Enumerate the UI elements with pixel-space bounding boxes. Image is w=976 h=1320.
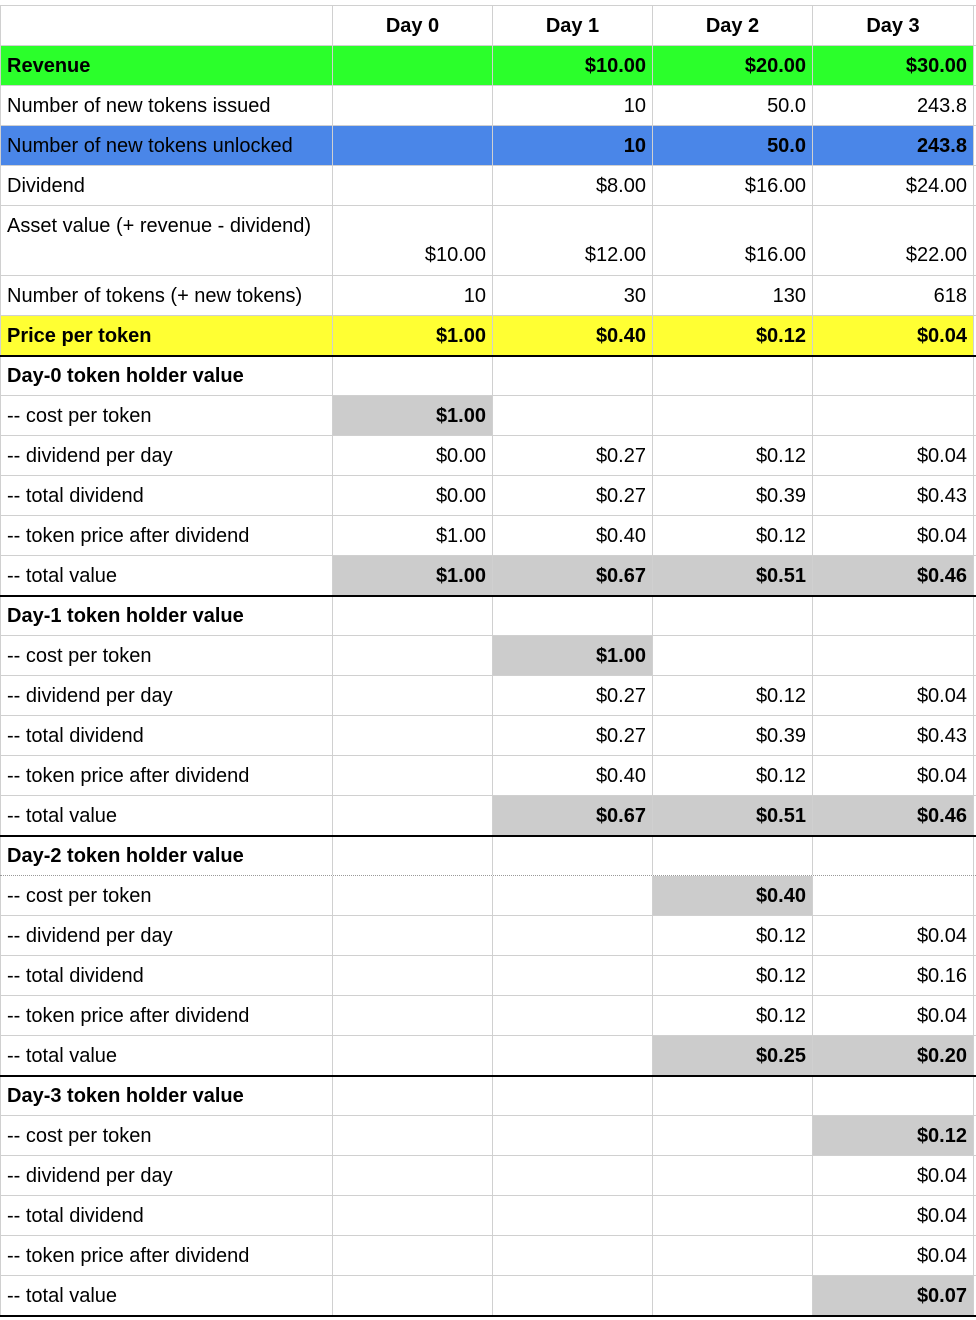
value-cell-day-1[interactable]: $12.00 — [493, 206, 653, 275]
value-cell-day-1[interactable] — [493, 396, 653, 435]
value-cell-day-0[interactable]: 10 — [333, 276, 493, 315]
value-cell-day-1[interactable] — [493, 916, 653, 955]
value-cell-day-3[interactable]: $24.00 — [813, 166, 974, 205]
value-cell-day-0[interactable] — [333, 1116, 493, 1155]
value-cell-day-1[interactable]: 10 — [493, 126, 653, 165]
value-cell-day-0[interactable] — [333, 166, 493, 205]
row-label-cell[interactable]: -- cost per token — [0, 876, 333, 915]
value-cell-day-0[interactable] — [333, 86, 493, 125]
value-cell-day-3[interactable]: $0.04 — [813, 676, 974, 715]
header-cell-day-0[interactable]: Day 0 — [333, 6, 493, 45]
table-row — [0, 915, 976, 955]
value-cell-day-3[interactable]: 618 — [813, 276, 974, 315]
value-cell-day-3[interactable]: $0.04 — [813, 1156, 974, 1195]
value-cell-day-2[interactable]: $0.25 — [653, 1036, 813, 1075]
value-cell-day-1[interactable] — [493, 956, 653, 995]
section-header-row — [0, 835, 976, 875]
header-cell-day-3[interactable]: Day 3 — [813, 6, 974, 45]
value-cell-day-2[interactable]: 50.0 — [653, 126, 813, 165]
value-cell-day-1[interactable]: $0.67 — [493, 556, 653, 595]
row-label-cell[interactable]: -- total dividend — [0, 956, 333, 995]
value-cell-day-3[interactable] — [813, 636, 974, 675]
table-row — [0, 555, 976, 595]
row-label-cell[interactable]: -- token price after dividend — [0, 996, 333, 1035]
value-cell-day-2[interactable]: $0.12 — [653, 756, 813, 795]
value-cell-day-3[interactable] — [813, 396, 974, 435]
value-cell-day-2[interactable]: $16.00 — [653, 206, 813, 275]
value-cell-day-2[interactable]: 130 — [653, 276, 813, 315]
value-cell-day-3[interactable]: $0.04 — [813, 996, 974, 1035]
table-row — [0, 435, 976, 475]
table-row — [0, 515, 976, 555]
table-row — [0, 1155, 976, 1195]
row-label-cell[interactable]: -- total dividend — [0, 716, 333, 755]
value-cell-day-0[interactable]: $1.00 — [333, 316, 493, 355]
value-cell-day-1[interactable] — [493, 1036, 653, 1075]
row-label-cell[interactable]: -- token price after dividend — [0, 756, 333, 795]
value-cell-day-2[interactable] — [653, 636, 813, 675]
value-cell-day-1[interactable]: $0.67 — [493, 796, 653, 835]
table-row — [0, 1115, 976, 1155]
value-cell-day-2[interactable]: $0.12 — [653, 676, 813, 715]
value-cell-day-2[interactable]: $0.40 — [653, 876, 813, 915]
value-cell-day-3[interactable]: $0.07 — [813, 1276, 974, 1315]
value-cell-day-2[interactable]: $0.39 — [653, 716, 813, 755]
value-cell-day-0[interactable] — [333, 716, 493, 755]
value-cell-day-3[interactable]: $0.43 — [813, 476, 974, 515]
table-row — [0, 875, 976, 915]
table-row — [0, 675, 976, 715]
row-label-cell[interactable]: -- cost per token — [0, 1116, 333, 1155]
value-cell-day-0[interactable] — [333, 1077, 493, 1115]
row-label-cell[interactable]: Dividend — [0, 166, 333, 205]
table-row — [0, 125, 976, 165]
value-cell-day-3[interactable]: $0.43 — [813, 716, 974, 755]
value-cell-day-0[interactable] — [333, 916, 493, 955]
row-label-cell[interactable]: Number of new tokens issued — [0, 86, 333, 125]
row-label-cell[interactable]: Day-2 token holder value — [0, 837, 333, 875]
row-label-cell[interactable]: -- cost per token — [0, 396, 333, 435]
value-cell-day-0[interactable]: $10.00 — [333, 206, 493, 275]
header-corner-cell[interactable] — [0, 6, 333, 45]
row-label-cell[interactable]: -- total dividend — [0, 476, 333, 515]
value-cell-day-0[interactable] — [333, 1036, 493, 1075]
value-cell-day-3[interactable]: $22.00 — [813, 206, 974, 275]
row-label-cell[interactable]: -- dividend per day — [0, 436, 333, 475]
row-label-cell[interactable]: -- total value — [0, 1036, 333, 1075]
value-cell-day-2[interactable] — [653, 1276, 813, 1315]
table-bottom-border — [0, 1315, 976, 1317]
value-cell-day-2[interactable] — [653, 1077, 813, 1115]
value-cell-day-2[interactable]: $0.51 — [653, 796, 813, 835]
row-label-cell[interactable]: -- dividend per day — [0, 916, 333, 955]
table-row — [0, 1235, 976, 1275]
header-cell-day-2[interactable]: Day 2 — [653, 6, 813, 45]
value-cell-day-3[interactable]: 243.8 — [813, 86, 974, 125]
section-header-row — [0, 1075, 976, 1115]
table-row — [0, 955, 976, 995]
value-cell-day-0[interactable] — [333, 1236, 493, 1275]
value-cell-day-0[interactable] — [333, 636, 493, 675]
value-cell-day-1[interactable]: $1.00 — [493, 636, 653, 675]
header-cell-day-1[interactable]: Day 1 — [493, 6, 653, 45]
row-label-cell[interactable]: -- total value — [0, 796, 333, 835]
table-row — [0, 1195, 976, 1235]
row-label-cell[interactable]: -- dividend per day — [0, 1156, 333, 1195]
value-cell-day-2[interactable] — [653, 837, 813, 875]
table-row — [0, 755, 976, 795]
value-cell-day-3[interactable]: $30.00 — [813, 46, 974, 85]
value-cell-day-2[interactable]: $16.00 — [653, 166, 813, 205]
value-cell-day-3[interactable]: $0.20 — [813, 1036, 974, 1075]
value-cell-day-3[interactable] — [813, 357, 974, 395]
table-row — [0, 165, 976, 205]
table-row — [0, 715, 976, 755]
value-cell-day-1[interactable] — [493, 1196, 653, 1235]
table-row — [0, 275, 976, 315]
row-label-cell[interactable]: -- total value — [0, 1276, 333, 1315]
value-cell-day-1[interactable]: $0.40 — [493, 316, 653, 355]
row-label-cell[interactable]: Number of new tokens unlocked — [0, 126, 333, 165]
value-cell-day-1[interactable]: $0.27 — [493, 476, 653, 515]
row-label-cell[interactable]: Price per token — [0, 316, 333, 355]
value-cell-day-2[interactable] — [653, 597, 813, 635]
table-row — [0, 315, 976, 355]
row-label-cell[interactable]: Revenue — [0, 46, 333, 85]
value-cell-day-2[interactable] — [653, 396, 813, 435]
value-cell-day-0[interactable]: $1.00 — [333, 516, 493, 555]
value-cell-day-0[interactable] — [333, 837, 493, 875]
table-row — [0, 995, 976, 1035]
row-label-cell[interactable]: -- total value — [0, 556, 333, 595]
row-label-cell[interactable]: -- total dividend — [0, 1196, 333, 1235]
value-cell-day-0[interactable] — [333, 796, 493, 835]
value-cell-day-0[interactable] — [333, 876, 493, 915]
value-cell-day-0[interactable] — [333, 756, 493, 795]
value-cell-day-2[interactable]: $0.12 — [653, 516, 813, 555]
value-cell-day-0[interactable]: $0.00 — [333, 436, 493, 475]
value-cell-day-2[interactable]: $20.00 — [653, 46, 813, 85]
value-cell-day-1[interactable] — [493, 996, 653, 1035]
row-label-cell[interactable]: Asset value (+ revenue - dividend) — [0, 206, 333, 275]
value-cell-day-3[interactable]: $0.46 — [813, 556, 974, 595]
value-cell-day-0[interactable] — [333, 357, 493, 395]
header-row — [0, 5, 976, 45]
value-cell-day-3[interactable] — [813, 597, 974, 635]
value-cell-day-2[interactable]: $0.12 — [653, 996, 813, 1035]
value-cell-day-1[interactable]: $10.00 — [493, 46, 653, 85]
value-cell-day-2[interactable] — [653, 1156, 813, 1195]
value-cell-day-1[interactable]: $0.40 — [493, 756, 653, 795]
value-cell-day-0[interactable] — [333, 956, 493, 995]
row-label-cell[interactable]: Day-3 token holder value — [0, 1077, 333, 1115]
value-cell-day-1[interactable] — [493, 1236, 653, 1275]
value-cell-day-1[interactable]: 10 — [493, 86, 653, 125]
value-cell-day-3[interactable] — [813, 1077, 974, 1115]
value-cell-day-1[interactable] — [493, 876, 653, 915]
value-cell-day-3[interactable]: $0.16 — [813, 956, 974, 995]
table-row — [0, 1275, 976, 1315]
value-cell-day-0[interactable]: $1.00 — [333, 396, 493, 435]
value-cell-day-3[interactable]: $0.04 — [813, 436, 974, 475]
value-cell-day-2[interactable]: $0.39 — [653, 476, 813, 515]
value-cell-day-1[interactable]: $0.40 — [493, 516, 653, 555]
table-row — [0, 45, 976, 85]
value-cell-day-3[interactable] — [813, 876, 974, 915]
value-cell-day-1[interactable]: $0.27 — [493, 676, 653, 715]
row-label-cell[interactable]: -- token price after dividend — [0, 1236, 333, 1275]
value-cell-day-1[interactable]: $8.00 — [493, 166, 653, 205]
value-cell-day-3[interactable]: $0.04 — [813, 1196, 974, 1235]
value-cell-day-2[interactable]: 50.0 — [653, 86, 813, 125]
row-label-cell[interactable]: Day-1 token holder value — [0, 597, 333, 635]
value-cell-day-3[interactable]: $0.04 — [813, 756, 974, 795]
table-row — [0, 1035, 976, 1075]
section-header-row — [0, 595, 976, 635]
value-cell-day-2[interactable]: $0.12 — [653, 316, 813, 355]
value-cell-day-1[interactable]: 30 — [493, 276, 653, 315]
value-cell-day-2[interactable] — [653, 1236, 813, 1275]
value-cell-day-1[interactable] — [493, 1276, 653, 1315]
row-label-cell[interactable]: -- dividend per day — [0, 676, 333, 715]
value-cell-day-2[interactable] — [653, 357, 813, 395]
row-label-cell[interactable]: Number of tokens (+ new tokens) — [0, 276, 333, 315]
value-cell-day-3[interactable]: 243.8 — [813, 126, 974, 165]
value-cell-day-0[interactable] — [333, 676, 493, 715]
value-cell-day-0[interactable] — [333, 46, 493, 85]
value-cell-day-2[interactable]: $0.12 — [653, 436, 813, 475]
value-cell-day-1[interactable] — [493, 597, 653, 635]
value-cell-day-0[interactable]: $1.00 — [333, 556, 493, 595]
table-row — [0, 475, 976, 515]
value-cell-day-3[interactable]: $0.04 — [813, 1236, 974, 1275]
value-cell-day-2[interactable] — [653, 1116, 813, 1155]
table-row — [0, 395, 976, 435]
value-cell-day-3[interactable]: $0.46 — [813, 796, 974, 835]
value-cell-day-3[interactable]: $0.12 — [813, 1116, 974, 1155]
value-cell-day-3[interactable]: $0.04 — [813, 516, 974, 555]
value-cell-day-3[interactable] — [813, 837, 974, 875]
row-label-cell[interactable]: Day-0 token holder value — [0, 357, 333, 395]
value-cell-day-0[interactable] — [333, 597, 493, 635]
value-cell-day-0[interactable] — [333, 996, 493, 1035]
value-cell-day-1[interactable]: $0.27 — [493, 716, 653, 755]
value-cell-day-0[interactable]: $0.00 — [333, 476, 493, 515]
table-row — [0, 85, 976, 125]
table-row — [0, 795, 976, 835]
value-cell-day-2[interactable] — [653, 1196, 813, 1235]
value-cell-day-1[interactable] — [493, 357, 653, 395]
table-row — [0, 205, 976, 275]
table-row — [0, 635, 976, 675]
value-cell-day-1[interactable] — [493, 1156, 653, 1195]
row-label-cell[interactable]: -- cost per token — [0, 636, 333, 675]
value-cell-day-0[interactable] — [333, 1156, 493, 1195]
section-header-row — [0, 355, 976, 395]
value-cell-day-0[interactable] — [333, 1276, 493, 1315]
row-label-cell[interactable]: -- token price after dividend — [0, 516, 333, 555]
value-cell-day-0[interactable] — [333, 126, 493, 165]
value-cell-day-3[interactable]: $0.04 — [813, 316, 974, 355]
value-cell-day-2[interactable]: $0.12 — [653, 916, 813, 955]
value-cell-day-2[interactable]: $0.51 — [653, 556, 813, 595]
value-cell-day-3[interactable]: $0.04 — [813, 916, 974, 955]
value-cell-day-0[interactable] — [333, 1196, 493, 1235]
value-cell-day-1[interactable] — [493, 1077, 653, 1115]
value-cell-day-2[interactable]: $0.12 — [653, 956, 813, 995]
value-cell-day-1[interactable] — [493, 1116, 653, 1155]
value-cell-day-1[interactable] — [493, 837, 653, 875]
value-cell-day-1[interactable]: $0.27 — [493, 436, 653, 475]
